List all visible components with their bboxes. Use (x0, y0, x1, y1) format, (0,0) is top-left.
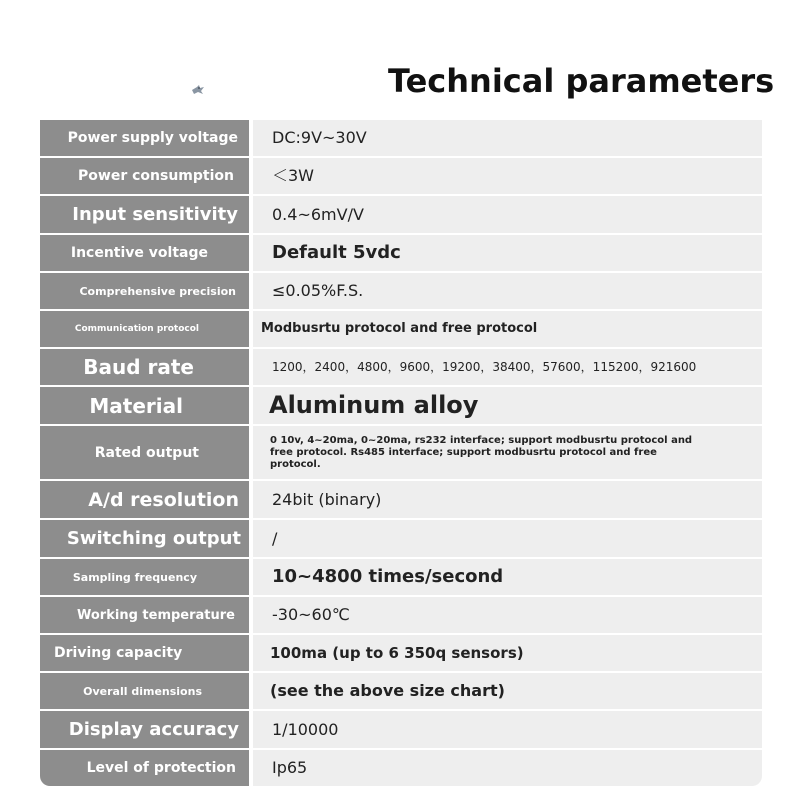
bird-logo-icon (190, 84, 206, 96)
table-row (40, 559, 762, 597)
param-value: 0 10v, 4~20ma, 0~20ma, rs232 interface; support modbusrtu protocol and free protocol. Rs485 interface; support modbusrtu protocol and free protocol. (253, 426, 762, 479)
page-title: Technical parameters (388, 62, 775, 100)
param-label: A/d resolution (40, 481, 249, 518)
param-value: ＜3W (253, 158, 762, 194)
param-value: / (253, 520, 762, 557)
param-label: Level of protection (40, 750, 249, 786)
param-value: 0.4~6mV/V (253, 196, 762, 233)
param-label: Material (40, 387, 249, 424)
param-label: Incentive voltage (40, 235, 249, 271)
param-value: Default 5vdc (253, 235, 762, 271)
table-row (40, 158, 762, 196)
table-row (40, 196, 762, 235)
param-label: Working temperature (40, 597, 249, 633)
table-row (40, 597, 762, 635)
table-row (40, 235, 762, 273)
param-label: Switching output (40, 520, 249, 557)
table-row (40, 273, 762, 311)
table-row (40, 481, 762, 520)
table-row (40, 387, 762, 426)
param-label: Display accuracy (40, 711, 249, 748)
param-label: Comprehensive precision (40, 273, 249, 309)
table-row (40, 426, 762, 481)
table-row (40, 520, 762, 559)
param-value: 10~4800 times/second (253, 559, 762, 595)
param-label: Power consumption (40, 158, 249, 194)
table-row (40, 750, 762, 786)
param-label: Communication protocol (40, 311, 249, 347)
param-label: Driving capacity (40, 635, 249, 671)
param-value: (see the above size chart) (253, 673, 762, 709)
param-value: ≤0.05%F.S. (253, 273, 762, 309)
param-label: Sampling frequency (40, 559, 249, 595)
param-label: Overall dimensions (40, 673, 249, 709)
table-row (40, 635, 762, 673)
param-value: 24bit (binary) (253, 481, 762, 518)
param-label: Power supply voltage (40, 120, 249, 156)
param-value: Modbusrtu protocol and free protocol (253, 311, 762, 347)
table-row (40, 349, 762, 387)
param-label: Rated output (40, 426, 249, 479)
param-value: DC:9V~30V (253, 120, 762, 156)
table-row (40, 311, 762, 349)
table-row (40, 673, 762, 711)
param-value: Aluminum alloy (253, 387, 762, 424)
table-row (40, 711, 762, 750)
param-value: 100ma (up to 6 350q sensors) (253, 635, 762, 671)
param-value: 1/10000 (253, 711, 762, 748)
param-value: 1200，2400，4800，9600，19200，38400，57600，115200，921600 (253, 349, 762, 385)
param-value: Ip65 (253, 750, 762, 786)
parameters-table (40, 120, 762, 786)
table-row (40, 120, 762, 158)
param-label: Baud rate (40, 349, 249, 385)
param-value: -30~60℃ (253, 597, 762, 633)
param-label: Input sensitivity (40, 196, 249, 233)
